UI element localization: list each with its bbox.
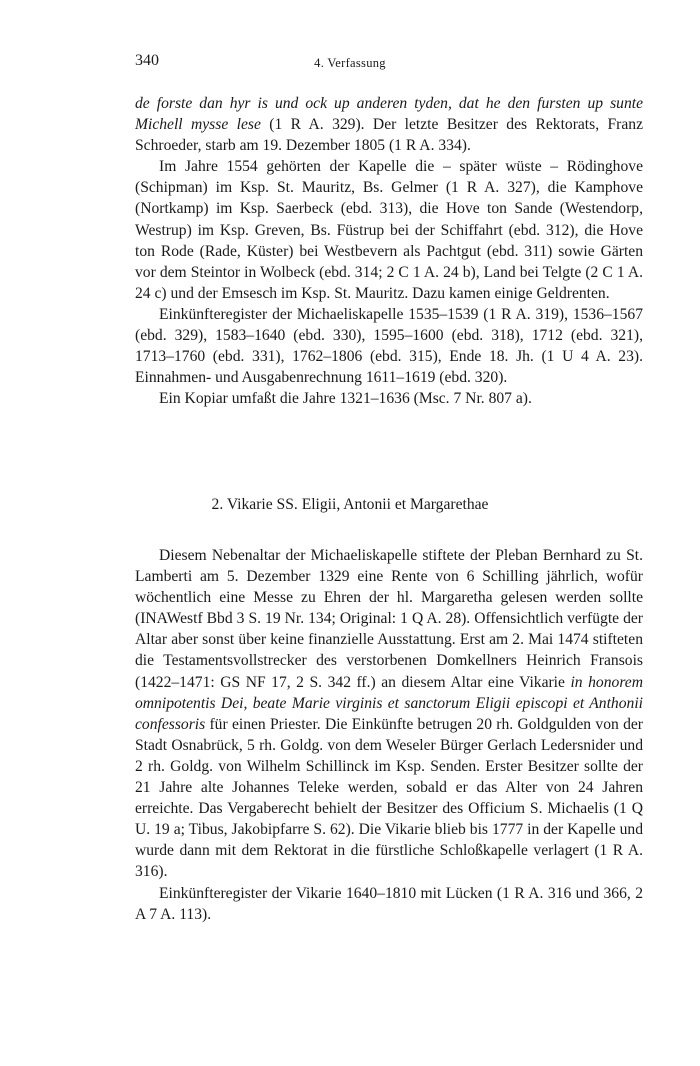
- section-1-text: [135, 93, 643, 409]
- latin-quote: de forste dan hyr is und ock up anderen tyden, dat he den fursten up sunte Michell mysse lese: [135, 95, 643, 134]
- latin-dedication: in honorem omnipotentis Dei, beate Marie virginis et sanctorum Eligii episcopi et Anthonii confessoris: [135, 673, 643, 733]
- paragraph-foundation: [135, 545, 643, 883]
- paragraph-registers: Einkünfteregister der Michaeliskapelle 1535–1539 (1 R A. 319), 1536–1567 (ebd. 329), 1583–1640 (ebd. 330), 1595–1600 (ebd. 318), 1712 (ebd. 321), 1713–1760 (ebd. 331), 1762–1806 (ebd. 315), Ende 18. Jh. (1 U 4 A. 23). Einnahmen- und Ausgabenrechnung 1611–1619 (ebd. 320).: [135, 305, 643, 387]
- paragraph-holdings: Im Jahre 1554 gehörten der Kapelle die – später wüste – Rödinghove (Schipman) im Ksp. St. Mauritz, Bs. Gelmer (1 R A. 327), die Kamphove (Nortkamp) im Ksp. Saerbeck (ebd. 313), die Hove ton Sande (Westendorp, Westrup) im Ksp. Greven, Bs. Füstrup bei der Schiffahrt (ebd. 312), die Hove ton Rode (Rade, Küster) bei Westbevern als Pachtgut (ebd. 311) sowie Gärten vor dem Steintor in Wolbeck (ebd. 314; 2 C 1 A. 24 b), Land bei Telgte (2 C 1 A. 24 c) und der Emsesch im Ksp. St. Mauritz. Dazu kamen einige Geldrenten.: [135, 158, 643, 302]
- section-2-text: [135, 545, 643, 925]
- paragraph-kopiar: Ein Kopiar umfaßt die Jahre 1321–1636 (Msc. 7 Nr. 807 a).: [159, 390, 532, 408]
- paragraph-text: Diesem Nebenaltar der Michaeliskapelle stiftete der Pleban Bernhard zu St. Lamberti am 5. Dezember 1329 eine Rente von 6 Schilling jährlich, wofür wöchentlich eine Messe zu Ehren der hl. Margaretha gelesen werden sollte (INAWestf Bbd 3 S. 19 Nr. 134; Original: 1 Q A. 28). Offensichtlich verfügte der Altar aber sonst über keine finanzielle Ausstattung. Erst am 2. Mai 1474 stifteten die Testamentsvollstrecker des verstorbenen Domkellners Heinrich Fransois (1422–1471: GS NF 17, 2 S. 342 ff.) an diesem Altar eine Vikarie: [135, 547, 643, 691]
- paragraph-text: für einen Priester. Die Einkünfte betrugen 20 rh. Goldgulden von der Stadt Osnabrück, 5 rh. Goldg. von dem Weseler Bürger Gerlach Ledersnider und 2 rh. Goldg. von Wilhelm Schillinck im Ksp. Senden. Erster Besitzer sollte der 21 Jahre alte Johannes Teleke werden, sobald er das Alter von 24 Jahren erreichte. Das Vergaberecht behielt der Besitzer des Officium S. Michaelis (1 Q U. 19 a; Tibus, Jakobipfarre S. 62). Die Vikarie blieb bis 1777 in der Kapelle und wurde dann mit dem Rektorat in die fürstliche Schloßkapelle verlagert (1 R A. 316).: [135, 715, 643, 881]
- section-heading: 2. Vikarie SS. Eligii, Antonii et Margarethae: [211, 496, 489, 513]
- running-head: 4. Verfassung: [314, 56, 386, 70]
- paragraph-vikarie-registers: Einkünfteregister der Vikarie 1640–1810 mit Lücken (1 R A. 316 und 366, 2 A 7 A. 113).: [135, 884, 643, 923]
- page-number: 340: [135, 52, 159, 69]
- paragraph-text: (1 R A. 329). Der letzte Besitzer des Rektorats, Franz Schroeder, starb am 19. Dezember 1805 (1 R A. 334).: [135, 116, 643, 155]
- paragraph-continued: [135, 93, 643, 156]
